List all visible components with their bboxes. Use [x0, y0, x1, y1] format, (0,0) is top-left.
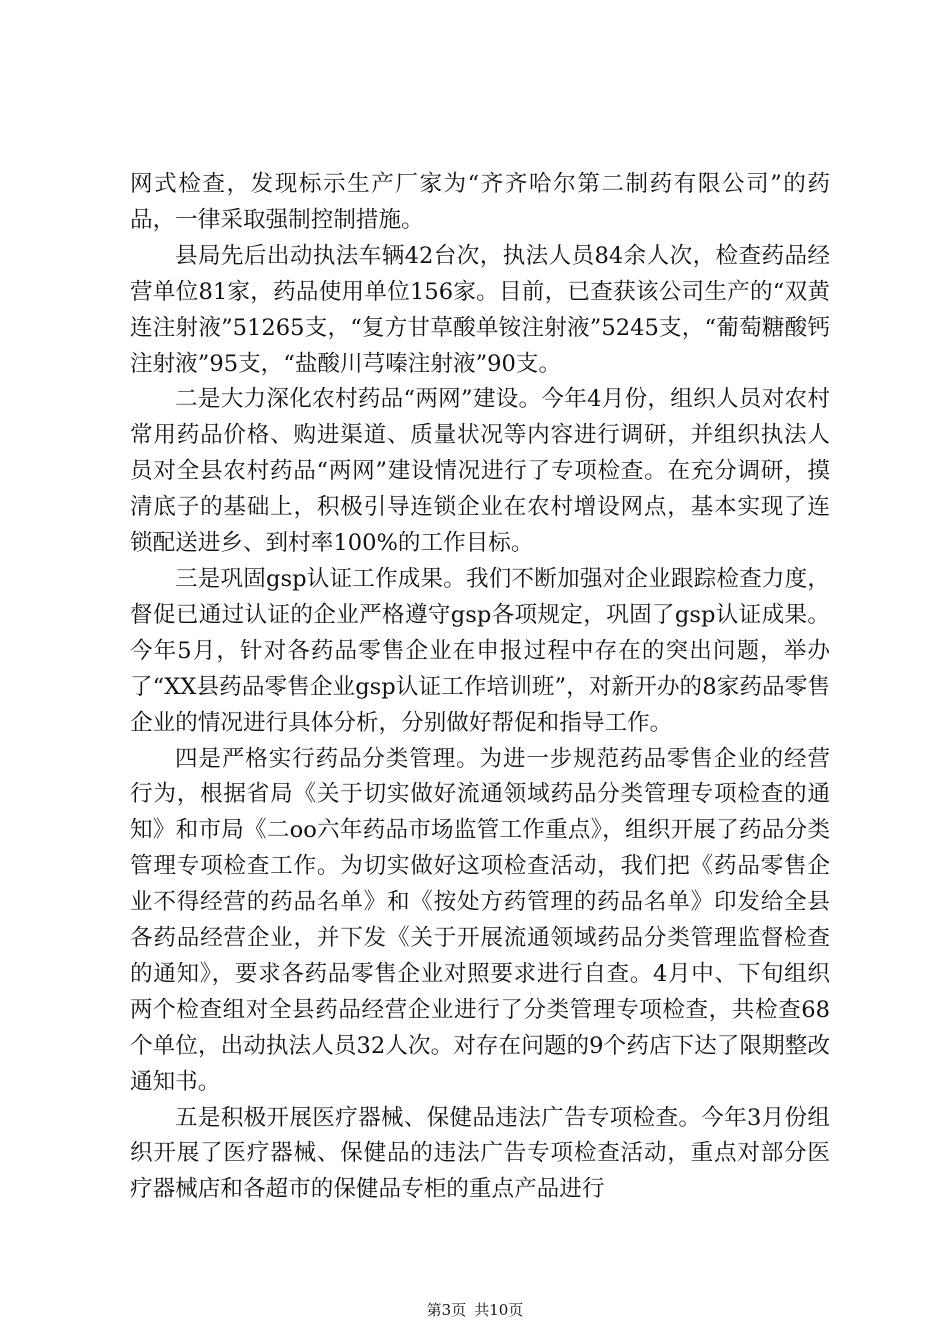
document-body: [130, 167, 830, 1208]
paragraph: 四是严格实行药品分类管理。为进一步规范药品零售企业的经营行为，根据省局《关于切实做好流通领域药品分类管理专项检查的通知》和市局《二oo六年药品市场监管工作重点》，组织开展了药品分类管理专项检查工作。为切实做好这项检查活动，我们把《药品零售企业不得经营的药品名单》和《按处方药管理的药品名单》印发给全县各药品经营企业，并下发《关于开展流通领域药品分类管理监督检查的通知》，要求各药品零售企业对照要求进行自查。4月中、下旬组织两个检查组对全县药品经营企业进行了分类管理专项检查，共检查68个单位，出动执法人员32人次。对存在问题的9个药店下达了限期整改通知书。: [130, 745, 830, 1095]
paragraph: 三是巩固gsp认证工作成果。我们不断加强对企业跟踪检查力度，督促已通过认证的企业严格遵守gsp各项规定，巩固了gsp认证成果。今年5月，针对各药品零售企业在申报过程中存在的突出问题，举办了“XX县药品零售企业gsp认证工作培训班”，对新开办的8家药品零售企业的情况进行具体分析，分别做好帮促和指导工作。: [130, 565, 830, 736]
page-footer: [0, 1300, 950, 1320]
paragraph: 二是大力深化农村药品“两网”建设。今年4月份，组织人员对农村常用药品价格、购进渠道、质量状况等内容进行调研，并组织执法人员对全县农村药品“两网”建设情况进行了专项检查。在充分调研，摸清底子的基础上，积极引导连锁企业在农村增设网点，基本实现了连锁配送进乡、到村率100%的工作目标。: [130, 386, 830, 557]
page-number: 第3页: [426, 1301, 467, 1319]
paragraph: 县局先后出动执法车辆42台次，执法人员84余人次，检查药品经营单位81家，药品使用单位156家。目前，已查获该公司生产的“双黄连注射液”51265支，“复方甘草酸单铵注射液”5245支，“葡萄糖酸钙注射液”95支，“盐酸川芎嗪注射液”90支。: [130, 242, 830, 377]
page-total: 共10页: [474, 1301, 524, 1319]
paragraph: 五是积极开展医疗器械、保健品违法广告专项检查。今年3月份组织开展了医疗器械、保健品的违法广告专项检查活动，重点对部分医疗器械店和各超市的保健品专柜的重点产品进行: [130, 1104, 830, 1203]
paragraph: 网式检查，发现标示生产厂家为“齐齐哈尔第二制药有限公司”的药品，一律采取强制控制措施。: [130, 171, 830, 233]
